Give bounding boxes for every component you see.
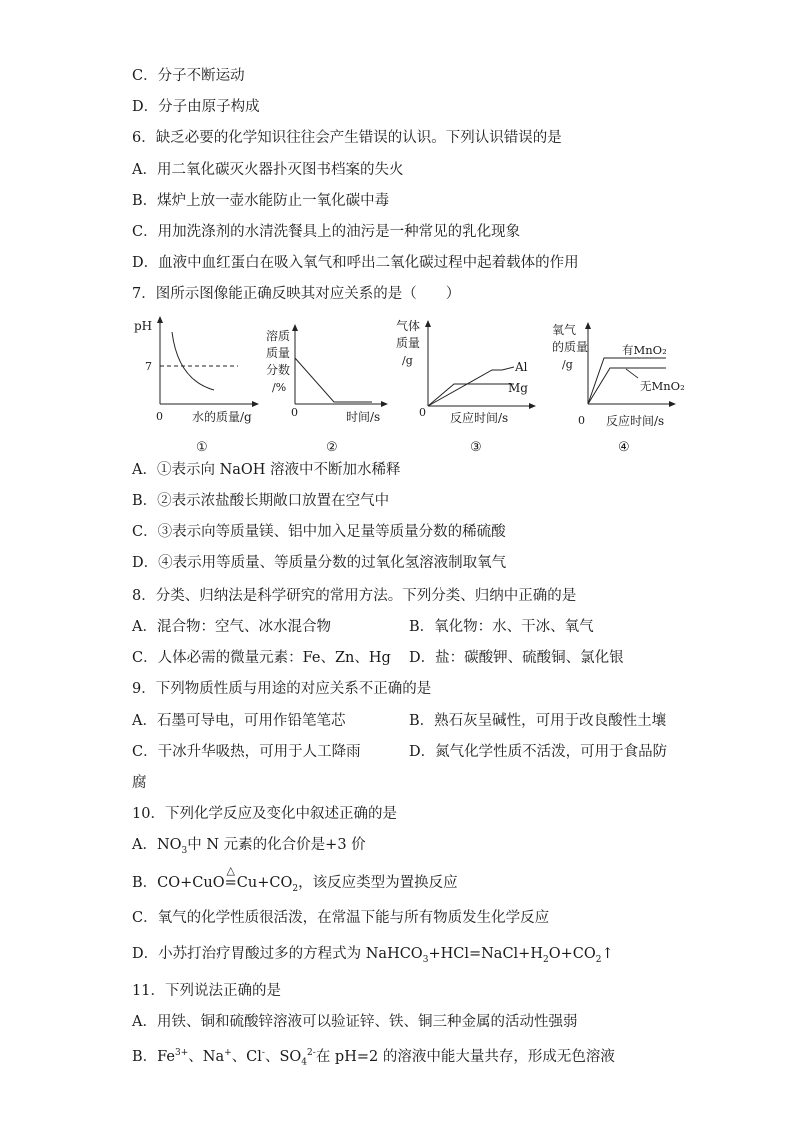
g3-origin: 0 xyxy=(419,406,426,419)
question-10: 10．下列化学反应及变化中叙述正确的是 xyxy=(132,806,397,822)
q11b-sup-2: + xyxy=(224,1048,232,1058)
q11-option-a: A．用铁、铜和硫酸锌溶液可以验证锌、铁、铜三种金属的活动性强弱 xyxy=(132,1014,578,1030)
g1-ylabel: pH xyxy=(134,319,153,333)
g3-ylabel-3: /g xyxy=(402,354,413,367)
q9-option-d-continued: 腐 xyxy=(132,775,147,791)
g4-label-with-mno2: 有MnO₂ xyxy=(622,343,667,357)
q11b-sub-4: 4 xyxy=(301,1057,308,1068)
q8-option-b: B．氧化物：水、干冰、氧气 xyxy=(409,619,594,635)
q10-option-d xyxy=(132,944,614,970)
g1-number: ① xyxy=(196,440,208,455)
g3-number: ③ xyxy=(470,440,482,455)
question-8: 8．分类、归纳法是科学研究的常用方法。下列分类、归纳中正确的是 xyxy=(132,588,577,604)
q6-option-d: D．血液中血红蛋白在吸入氧气和呼出二氧化碳过程中起着载体的作用 xyxy=(132,255,579,271)
g2-ylabel-3: 分数 xyxy=(266,363,291,377)
question-11: 11．下列说法正确的是 xyxy=(132,983,281,999)
g4-label-without-mno2: 无MnO₂ xyxy=(640,379,685,393)
q8-option-a: A．混合物：空气、冰水混合物 xyxy=(132,619,331,635)
q11b-sup-4: 2- xyxy=(307,1048,316,1058)
g3-ylabel-2: 质量 xyxy=(396,336,421,350)
g4-xlabel: 反应时间/s xyxy=(606,414,665,428)
q9-option-b: B．熟石灰呈碱性，可用于改良酸性土壤 xyxy=(409,713,667,729)
g3-xlabel: 反应时间/s xyxy=(450,411,509,425)
q10d-text-3: O+CO xyxy=(548,946,596,962)
q10b-text-3: ，该反应类型为置换反应 xyxy=(298,875,458,891)
q6-option-b: B．煤炉上放一壶水能防止一氧化碳中毒 xyxy=(132,193,390,209)
q10b-condition xyxy=(224,864,237,893)
g2-ylabel-2: 质量 xyxy=(266,346,291,360)
g1-xlabel: 水的质量/g xyxy=(192,410,252,424)
q11b-text-1: B．Fe xyxy=(132,1048,176,1065)
q11b-text-2: 、Na xyxy=(188,1048,225,1065)
g2-ylabel-1: 溶质 xyxy=(266,329,291,343)
q9-option-c: C．干冰升华吸热，可用于人工降雨 xyxy=(132,744,361,760)
q7-option-a: A．①表示向 NaOH 溶液中不断加水稀释 xyxy=(132,462,401,478)
q11b-text-4: 、SO xyxy=(264,1048,302,1065)
q10b-text-2: Cu+CO xyxy=(236,875,293,891)
q10b-equals: = xyxy=(224,875,237,891)
g4-number: ④ xyxy=(618,440,630,455)
option-d: D．分子由原子构成 xyxy=(132,99,260,115)
q7-option-b: B．②表示浓盐酸长期敞口放置在空气中 xyxy=(132,493,390,509)
question-6: 6．缺乏必要的化学知识往往会产生错误的认识。下列认识错误的是 xyxy=(132,130,562,146)
g2-ylabel-4: /% xyxy=(272,381,287,394)
q11b-sup-1: 3+ xyxy=(175,1048,189,1058)
q6-option-a: A．用二氧化碳灭火器扑灭图书档案的失火 xyxy=(132,162,404,178)
q10d-sub-2: 2 xyxy=(542,954,549,965)
g2-origin: 0 xyxy=(291,406,298,419)
g4-ylabel-2: 的质量 xyxy=(552,340,589,354)
q7-option-d: D．④表示用等质量、等质量分数的过氧化氢溶液制取氧气 xyxy=(132,555,507,571)
g2-xlabel: 时间/s xyxy=(346,410,381,424)
q10d-sub-3: 2 xyxy=(595,954,602,965)
g3-label-al: Al xyxy=(515,360,528,374)
q10b-subscript: 2 xyxy=(292,883,299,894)
q10d-text-2: +HCl=NaCl+H xyxy=(428,946,543,962)
g4-origin: 0 xyxy=(578,414,585,427)
g4-ylabel-1: 氧气 xyxy=(552,323,577,337)
q10-option-c: C．氧气的化学性质很活泼，在常温下能与所有物质发生化学反应 xyxy=(132,910,550,926)
graph-3 xyxy=(392,316,542,457)
q8-option-c: C．人体必需的微量元素：Fe、Zn、Hg xyxy=(132,650,391,666)
q7-option-c: C．③表示向等质量镁、铝中加入足量等质量分数的稀硫酸 xyxy=(132,524,506,540)
q11-option-b xyxy=(132,1043,615,1073)
heat-triangle-icon: △ xyxy=(226,864,235,877)
gas-arrow-icon: ↑ xyxy=(601,946,614,962)
g1-origin: 0 xyxy=(156,410,163,423)
graph-2 xyxy=(262,322,392,457)
q10d-text-1: D．小苏打治疗胃酸过多的方程式为 NaHCO xyxy=(132,946,423,962)
question-7: 7．图所示图像能正确反映其对应关系的是（ ） xyxy=(132,286,461,302)
option-c: C．分子不断运动 xyxy=(132,68,245,84)
g2-number: ② xyxy=(326,440,338,455)
q10a-subscript: 3 xyxy=(181,845,188,856)
g4-ylabel-3: /g xyxy=(562,358,573,371)
g1-tick-7: 7 xyxy=(145,360,152,373)
q10b-text-1: B．CO+CuO xyxy=(132,875,225,891)
q6-option-c: C．用加洗涤剂的水清洗餐具上的油污是一种常见的乳化现象 xyxy=(132,224,521,240)
q10a-text-2: 中 N 元素的化合价是+3 价 xyxy=(187,837,366,853)
q9-option-a: A．石墨可导电，可用作铅笔笔芯 xyxy=(132,713,346,729)
g3-label-mg: Mg xyxy=(508,381,528,395)
q9-option-d: D．氮气化学性质不活泼，可用于食品防 xyxy=(409,744,668,760)
q10-option-b xyxy=(132,864,458,899)
g3-ylabel-1: 气体 xyxy=(396,319,421,333)
q10d-sub-1: 3 xyxy=(422,954,429,965)
q11b-text-3: 、Cl xyxy=(231,1048,262,1065)
graph-1 xyxy=(130,312,260,457)
q11b-text-5: 在 pH=2 的溶液中能大量共存，形成无色溶液 xyxy=(315,1048,615,1065)
question-9: 9．下列物质性质与用途的对应关系不正确的是 xyxy=(132,681,432,697)
graph-4 xyxy=(548,320,685,457)
q10-option-a xyxy=(132,835,366,861)
q11b-sup-3: - xyxy=(261,1048,265,1058)
q10a-text-1: A．NO xyxy=(132,837,182,853)
q8-option-d: D．盐：碳酸钾、硫酸铜、氯化银 xyxy=(409,650,624,666)
